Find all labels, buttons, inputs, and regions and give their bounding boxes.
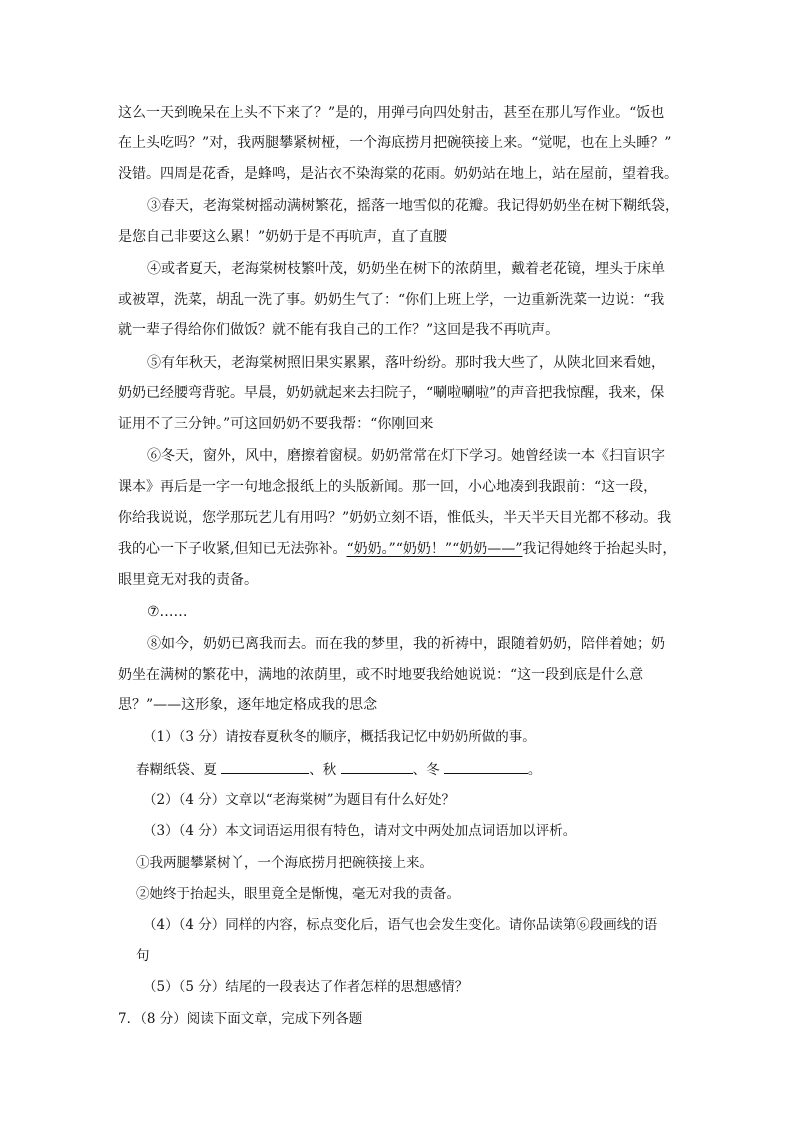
- passage-line: 思？”——这形象，逐年地定格成我的思念: [118, 697, 378, 713]
- question-3: （3）（4 分）本文词语运用很有特色，请对文中两处加点词语加以评析。: [143, 823, 577, 839]
- answer-blank-summer[interactable]: [221, 759, 309, 774]
- passage-line: 奶奶已经腰弯背驼。早晨，奶奶就起来去扫院子，“唰啦唰啦”的声音把我惊醒，我来，保: [118, 385, 665, 401]
- passage-line: ⑤有年秋天，老海棠树照旧果实累累，落叶纷纷。那时我大些了，从陕北回来看她，: [147, 355, 665, 371]
- answer-blank-autumn[interactable]: [341, 759, 413, 774]
- passage-line: 在上头吃吗？”对，我两腿攀紧树桠，一个海底捞月把碗筷接上来。“觉呢，也在上头睡？”: [118, 135, 672, 151]
- passage-line: ③春天，老海棠树摇动满树繁花，摇落一地雪似的花瓣。我记得奶奶坐在树下糊纸袋，: [147, 198, 679, 214]
- answer-end: 。: [527, 762, 542, 778]
- passage-line: 就一辈子得给你们做饭？就不能有我自己的工作？”这回是我不再吭声。: [118, 322, 560, 338]
- passage-line: 证用不了三分钟。”可这回奶奶不要我帮：“你刚回来: [118, 416, 434, 432]
- question-1-answer-line: [136, 759, 706, 780]
- underlined-sentence: “奶奶。”“奶奶！”“奶奶——”: [346, 541, 523, 557]
- passage-line: ⑦……: [147, 604, 188, 620]
- answer-sep: 、冬: [412, 762, 440, 778]
- question-2: （2）（4 分）文章以“老海棠树”为题目有什么好处？: [143, 792, 456, 808]
- passage-line: ⑧如今，奶奶已离我而去。而在我的梦里，我的祈祷中，跟随着奶奶，陪伴着她；奶: [147, 636, 665, 652]
- answer-sep: 、秋: [309, 762, 337, 778]
- answer-prefix: 春糊纸袋、夏: [136, 762, 217, 778]
- question-4-continued: 句: [136, 948, 150, 964]
- passage-line: 眼里竟无对我的责备。: [118, 572, 258, 588]
- passage-line: ④或者夏天，老海棠树枝繁叶茂，奶奶坐在树下的浓荫里，戴着老花镜，埋头于床单: [147, 261, 665, 277]
- question-4: （4）（4 分）同样的内容，标点变化后，语气也会发生变化。请你品读第⑥段画线的语: [143, 917, 658, 933]
- passage-line: ⑥冬天，窗外，风中，磨擦着窗棂。奶奶常常在灯下学习。她曾经读一本《扫盲识字: [147, 448, 665, 464]
- passage-line: 这么一天到晚呆在上头不下来了？”是的，用弹弓向四处射击，甚至在那儿写作业。“饭也: [118, 105, 665, 121]
- passage-line: 你给我说说，您学那玩艺儿有用吗？”奶奶立刻不语，惟低头，半天半天目光都不移动。我: [118, 510, 672, 526]
- question-3-item: ②她终于抬起头，眼里竟全是惭愧，毫无对我的责备。: [136, 886, 460, 902]
- passage-line: 课本》再后是一字一句地念报纸上的头版新闻。那一回，小心地凑到我跟前：“这一段，: [118, 479, 658, 495]
- answer-blank-winter[interactable]: [444, 759, 528, 774]
- question-3-item: ①我两腿攀紧树丫，一个海底捞月把碗筷接上来。: [136, 855, 433, 871]
- passage-line: [118, 539, 688, 559]
- passage-text: 我记得她终于抬起头时，: [522, 541, 677, 557]
- passage-line: 没错。四周是花香，是蜂鸣，是沾衣不染海棠的花雨。奶奶站在地上，站在屋前，望着我。: [118, 166, 678, 182]
- question-1: （1）（3 分）请按春夏秋冬的顺序，概括我记忆中奶奶所做的事。: [143, 729, 536, 745]
- question-5: （5）（5 分）结尾的一段表达了作者怎样的思想感情？: [143, 979, 469, 995]
- passage-text: 我的心一下子收紧,但知已无法弥补。: [118, 541, 347, 557]
- question-7: 7．（8 分）阅读下面文章，完成下列各题: [118, 1011, 363, 1027]
- passage-line: 奶坐在满树的繁花中，满地的浓荫里，或不时地要我给她说说：“这一段到底是什么意: [118, 667, 644, 683]
- passage-line: 是您自己非要这么累！”奶奶于是不再吭声，直了直腰: [118, 229, 448, 245]
- passage-line: 或被罩，洗菜，胡乱一洗了事。奶奶生气了：“你们上班上学，一边重新洗菜一边说：“我: [118, 292, 665, 308]
